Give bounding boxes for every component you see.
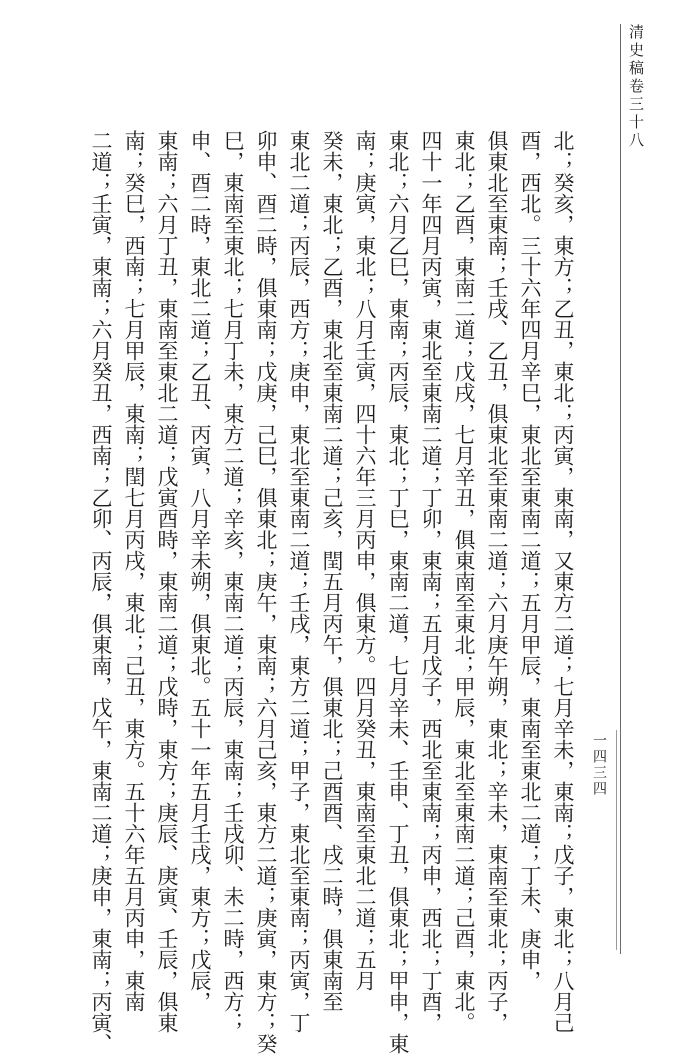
text-column: 東北；六月乙巳，東南；丙辰，東北；丁巳，東南二道，七月辛未、壬申、丁丑，俱東北；甲申，東 xyxy=(386,130,410,1054)
text-column: 酉，西北。三十六年四月辛巳，東北至東南二道；五月甲辰，東南至東北二道；丁未、庚申， xyxy=(518,130,542,991)
text-column: 東北；乙酉，東南二道；戊戌，七月辛丑，俱東南至東北；甲辰，東北至東南二道；己酉，東北。 xyxy=(452,130,476,1033)
text-column: 東北二道；丙辰，西方；庚申，東北至東南二道；壬戌，東方二道；甲子，東北至東南；丙寅，丁 xyxy=(287,130,311,1033)
text-column: 四十一年四月丙寅，東北至東南二道；丁卯，東南；五月戊子，西北至東南；丙申，西北；丁酉， xyxy=(419,130,443,1033)
text-column: 南；庚寅，東北；八月壬寅，四十六年三月丙申，俱東方。四月癸丑，東南至東北二道；五月 xyxy=(353,130,377,991)
folio-divider-rule xyxy=(616,730,617,950)
text-column: 俱東北至東南；壬戌、乙丑，俱東北至東南二道；六月庚午朔，東北；辛未，東南至東北；丙子， xyxy=(485,130,509,1033)
header-divider-rule xyxy=(620,24,621,954)
text-column: 巳，東南至東北；七月丁未，東方二道；辛亥，東南二道；丙辰，東南；壬戌卯、未二時，西方； xyxy=(221,130,245,1033)
body-text xyxy=(59,130,579,1054)
text-column: 申、酉二時，東北二道；乙丑、丙寅，八月辛未朔，俱東北。五十一年五月壬戌，東方；戊辰， xyxy=(188,130,212,1012)
running-head: 清史稿卷三十八 xyxy=(627,24,645,150)
text-column: 東南；六月丁丑，東南至東北二道；戊寅酉時，東南二道；戊時，東方；庚辰、庚寅、壬辰，俱東 xyxy=(155,130,179,1033)
page-number: 一四三四 xyxy=(591,733,607,797)
text-column: 南；癸巳，西南；七月甲辰，東南；閏七月丙戌，東北；己丑，東方。五十六年五月丙申，東南 xyxy=(122,130,146,1012)
text-column: 卯申、酉二時，俱東南；戊庚，己巳，俱東北；庚午，東南；六月己亥，東方二道；庚寅，東方；癸 xyxy=(254,130,278,1054)
text-column: 二道；壬寅，東南；六月癸丑，西南；乙卯、丙辰，俱東南，戊午，東南二道；庚申，東南；丙寅、 xyxy=(89,130,113,1054)
text-column: 癸未，東北；乙酉，東北至東南二道；己亥，閏五月丙午，俱東北；己酉酉、戌二時，俱東南至 xyxy=(320,130,344,1012)
text-column: 北；癸亥，東方；乙丑，東北；丙寅，東南，又東方二道；七月辛未，東南；戊子，東北；八月己 xyxy=(551,130,575,1033)
